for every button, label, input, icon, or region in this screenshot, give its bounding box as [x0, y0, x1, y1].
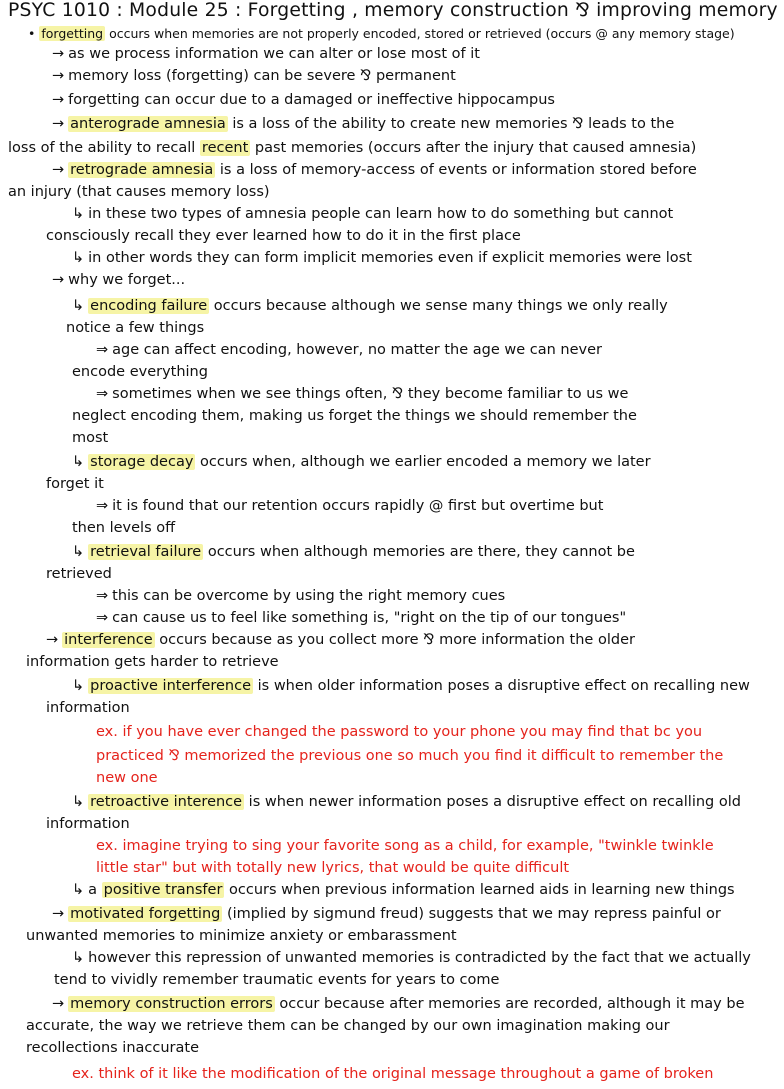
- bullet-icon: ⇒: [96, 610, 109, 626]
- note-line: [46, 474, 104, 494]
- bullet-icon: →: [52, 906, 65, 922]
- note-line: [96, 608, 626, 628]
- line-text: forget it: [46, 476, 104, 492]
- line-text-tail: occurs because as you collect more ⅋ more information the older: [154, 632, 635, 648]
- note-line: [52, 114, 674, 134]
- line-text: neglect encoding them, making us forget the things we should remember the: [72, 408, 637, 424]
- bullet-icon: ↳: [72, 950, 85, 966]
- highlighted-term: encoding failure: [90, 298, 208, 314]
- line-text: notice a few things: [66, 320, 205, 336]
- line-text: sometimes when we see things often, ⅋ they become familiar to us we: [112, 386, 629, 402]
- highlighted-term: recent: [201, 140, 249, 156]
- line-text: it is found that our retention occurs rapidly @ first but overtime but: [112, 498, 604, 514]
- line-text: encode everything: [72, 364, 208, 380]
- highlighted-term: retrieval failure: [90, 544, 202, 560]
- note-line: [72, 542, 635, 562]
- bullet-icon: →: [52, 92, 65, 108]
- highlighted-term: forgetting: [41, 26, 104, 41]
- note-line: [72, 452, 651, 472]
- note-line: [46, 698, 130, 718]
- note-line: [72, 880, 735, 900]
- note-line: [72, 204, 673, 224]
- line-text: retrieved: [46, 566, 112, 582]
- line-text: most: [72, 430, 109, 446]
- note-line: [96, 384, 628, 404]
- line-text-tail: past memories (occurs after the injury that caused amnesia): [250, 140, 697, 156]
- line-text: unwanted memories to minimize anxiety or embarassment: [26, 928, 457, 944]
- note-line: [46, 630, 635, 650]
- bullet-icon: •: [28, 26, 36, 41]
- example-line: [96, 746, 723, 766]
- line-text: information: [46, 700, 130, 716]
- line-text: as we process information we can alter or lose most of it: [68, 46, 480, 62]
- line-text: can cause us to feel like something is, "right on the tip of our tongues": [112, 610, 627, 626]
- example-line: [96, 768, 158, 788]
- line-text: however this repression of unwanted memories is contradicted by the fact that we actually: [88, 950, 751, 966]
- bullet-icon: ↳: [72, 298, 85, 314]
- note-line: [26, 926, 457, 946]
- bullet-icon: →: [52, 162, 65, 178]
- bullet-icon: ↳: [72, 206, 85, 222]
- line-text: information: [46, 816, 130, 832]
- highlighted-term: positive transfer: [103, 882, 223, 898]
- line-text: forgetting can occur due to a damaged or ineffective hippocampus: [68, 92, 555, 108]
- example-line: [96, 858, 569, 878]
- note-line: [8, 138, 696, 158]
- line-text-tail: occurs when, although we earlier encoded a memory we later: [195, 454, 651, 470]
- line-text-tail: occurs when although memories are there, they cannot be: [203, 544, 635, 560]
- note-line: [26, 1038, 199, 1058]
- highlighted-term: proactive interference: [90, 678, 252, 694]
- note-line: [46, 814, 130, 834]
- line-text: an injury (that causes memory loss): [8, 184, 270, 200]
- line-text: in these two types of amnesia people can learn how to do something but cannot: [88, 206, 674, 222]
- bullet-icon: →: [52, 272, 65, 288]
- line-text: why we forget...: [68, 272, 186, 288]
- note-line: [72, 406, 637, 426]
- note-line: [72, 948, 751, 968]
- bullet-icon: ↳: [72, 678, 85, 694]
- bullet-icon: →: [52, 68, 65, 84]
- example-line: [96, 836, 714, 856]
- line-text: tend to vividly remember traumatic events for years to come: [54, 972, 500, 988]
- note-line: [52, 270, 185, 290]
- line-text: consciously recall they ever learned how to do it in the first place: [46, 228, 521, 244]
- bullet-icon: ↳: [72, 794, 85, 810]
- bullet-icon: →: [52, 46, 65, 62]
- bullet-icon: →: [52, 116, 65, 132]
- line-text-tail: occurs because although we sense many things we only really: [209, 298, 668, 314]
- note-line: [28, 24, 735, 44]
- line-text: ex. imagine trying to sing your favorite song as a child, for example, "twinkle twinkle: [96, 838, 714, 854]
- note-line: [72, 296, 668, 316]
- line-text: loss of the ability to recall: [8, 140, 200, 156]
- line-text: practiced ⅋ memorized the previous one so much you find it difficult to remember the: [96, 748, 724, 764]
- example-line: [96, 722, 702, 742]
- line-text-tail: occur because after memories are recorded, although it may be: [274, 996, 745, 1012]
- line-text-tail: occurs when previous information learned aids in learning new things: [224, 882, 735, 898]
- line-text: in other words they can form implicit memories even if explicit memories were lost: [88, 250, 692, 266]
- note-line: [52, 904, 721, 924]
- line-text-tail: is a loss of the ability to create new memories ⅋ leads to the: [227, 116, 675, 132]
- highlighted-term: memory construction errors: [70, 996, 273, 1012]
- line-text: little star" but with totally new lyrics, that would be quite difficult: [96, 860, 570, 876]
- note-line: [52, 160, 697, 180]
- note-line: [66, 318, 204, 338]
- line-text: ex. if you have ever changed the password to your phone you may find that bc you: [96, 724, 703, 740]
- note-line: [72, 518, 175, 538]
- bullet-icon: ↳: [72, 250, 85, 266]
- bullet-icon: ⇒: [96, 498, 109, 514]
- note-line: [52, 994, 745, 1014]
- example-line: [72, 1064, 713, 1084]
- line-text: recollections inaccurate: [26, 1040, 199, 1056]
- highlighted-term: motivated forgetting: [70, 906, 221, 922]
- line-text-tail: is when older information poses a disruptive effect on recalling new: [253, 678, 750, 694]
- line-text: a: [88, 882, 102, 898]
- line-text: information gets harder to retrieve: [26, 654, 279, 670]
- line-text: then levels off: [72, 520, 176, 536]
- line-text-tail: occurs when memories are not properly encoded, stored or retrieved (occurs @ any memory stage): [105, 26, 735, 41]
- note-line: [8, 182, 270, 202]
- bullet-icon: →: [46, 632, 59, 648]
- line-text: memory loss (forgetting) can be severe ⅋ permanent: [68, 68, 456, 84]
- note-line: [26, 1016, 670, 1036]
- note-line: [96, 586, 505, 606]
- page-title: PSYC 1010 : Module 25 : Forgetting , memory construction ⅋ improving memory: [8, 0, 778, 21]
- note-line: [46, 564, 112, 584]
- bullet-icon: ↳: [72, 454, 85, 470]
- line-text: accurate, the way we retrieve them can be changed by our own imagination making our: [26, 1018, 670, 1034]
- bullet-icon: ↳: [72, 544, 85, 560]
- line-text: ex. think of it like the modification of the original message throughout a game of broken: [72, 1066, 714, 1082]
- note-line: [46, 226, 521, 246]
- highlighted-term: interference: [64, 632, 153, 648]
- line-text: age can affect encoding, however, no matter the age we can never: [112, 342, 603, 358]
- note-line: [52, 90, 555, 110]
- bullet-icon: →: [52, 996, 65, 1012]
- bullet-icon: ⇒: [96, 588, 109, 604]
- bullet-icon: ↳: [72, 882, 85, 898]
- bullet-icon: ⇒: [96, 342, 109, 358]
- line-text-tail: is when newer information poses a disruptive effect on recalling old: [244, 794, 741, 810]
- note-line: [72, 248, 692, 268]
- note-line: [52, 66, 456, 86]
- note-line: [72, 792, 741, 812]
- line-text-tail: is a loss of memory-access of events or information stored before: [215, 162, 697, 178]
- line-text: new one: [96, 770, 158, 786]
- highlighted-term: retroactive interence: [90, 794, 243, 810]
- highlighted-term: retrograde amnesia: [70, 162, 214, 178]
- highlighted-term: storage decay: [90, 454, 194, 470]
- line-text-tail: (implied by sigmund freud) suggests that we may repress painful or: [222, 906, 721, 922]
- note-line: [52, 44, 480, 64]
- note-line: [54, 970, 499, 990]
- note-line: [72, 362, 208, 382]
- note-line: [96, 496, 603, 516]
- highlighted-term: anterograde amnesia: [70, 116, 226, 132]
- note-line: [96, 340, 602, 360]
- note-line: [26, 652, 279, 672]
- line-text: this can be overcome by using the right memory cues: [112, 588, 506, 604]
- note-line: [72, 428, 108, 448]
- bullet-icon: ⇒: [96, 386, 109, 402]
- note-line: [72, 676, 750, 696]
